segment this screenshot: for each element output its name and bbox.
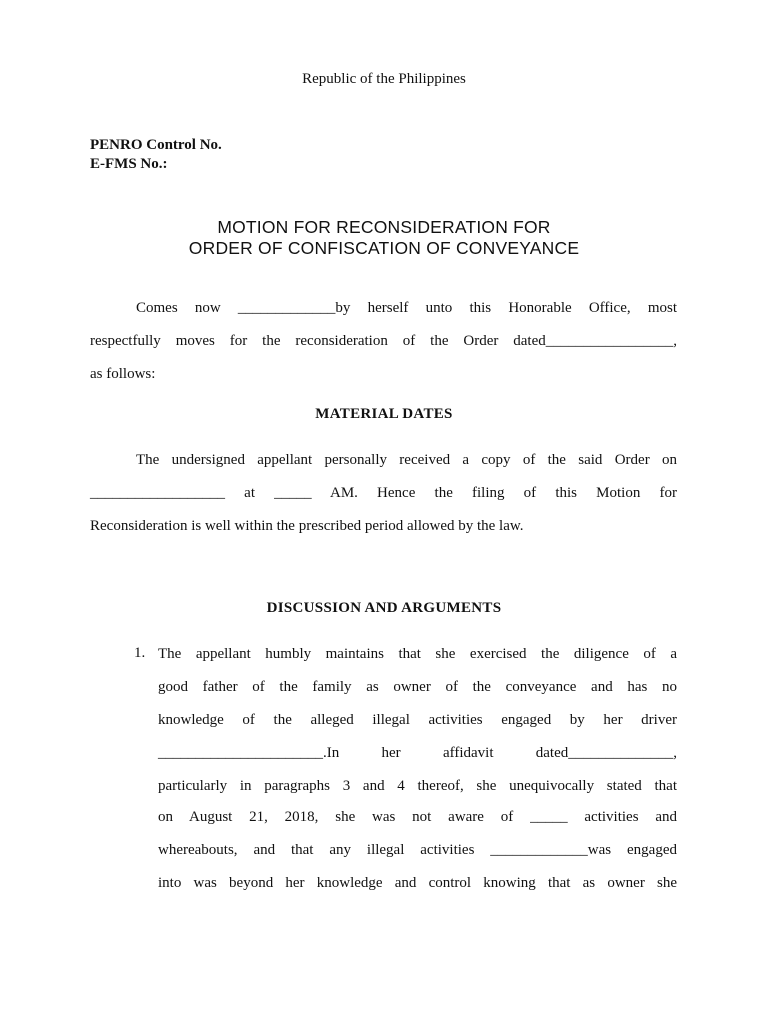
intro-line-3: as follows: — [90, 366, 156, 382]
material-dates-line-3: Reconsideration is well within the prescribed period allowed by the law. — [90, 518, 524, 534]
list-item-line: whereabouts, and that any illegal activities _____________was engaged — [158, 842, 677, 858]
document-title-line-1: MOTION FOR RECONSIDERATION FOR — [217, 217, 551, 237]
list-item-line: good father of the family as owner of the conveyance and has no — [158, 679, 677, 695]
list-item-line: particularly in paragraphs 3 and 4 thereof, she unequivocally stated that — [158, 778, 677, 794]
list-item-line: on August 21, 2018, she was not aware of _____ activities and — [158, 809, 677, 825]
intro-line-1: Comes now _____________by herself unto this Honorable Office, most — [136, 300, 677, 316]
list-item-line: into was beyond her knowledge and control knowing that as owner she — [158, 875, 677, 891]
list-item-line: knowledge of the alleged illegal activities engaged by her driver — [158, 712, 677, 728]
list-item-line: The appellant humbly maintains that she exercised the diligence of a — [158, 646, 677, 662]
list-item-line: ______________________.In her affidavit dated______________, — [158, 745, 677, 761]
intro-line-2: respectfully moves for the reconsideration of the Order dated_________________, — [90, 333, 677, 349]
material-dates-line-1: The undersigned appellant personally received a copy of the said Order on — [136, 452, 677, 468]
list-item-number: 1. — [134, 645, 146, 661]
efms-label: E-FMS No.: — [90, 156, 168, 172]
document-title-line-2: ORDER OF CONFISCATION OF CONVEYANCE — [188, 238, 580, 258]
discussion-heading: DISCUSSION AND ARGUMENTS — [266, 600, 502, 616]
material-dates-line-2: __________________ at _____ AM. Hence the filing of this Motion for — [90, 485, 677, 501]
material-dates-heading: MATERIAL DATES — [315, 406, 453, 422]
penro-control-label: PENRO Control No. — [90, 137, 222, 153]
document-header: Republic of the Philippines — [302, 71, 466, 87]
